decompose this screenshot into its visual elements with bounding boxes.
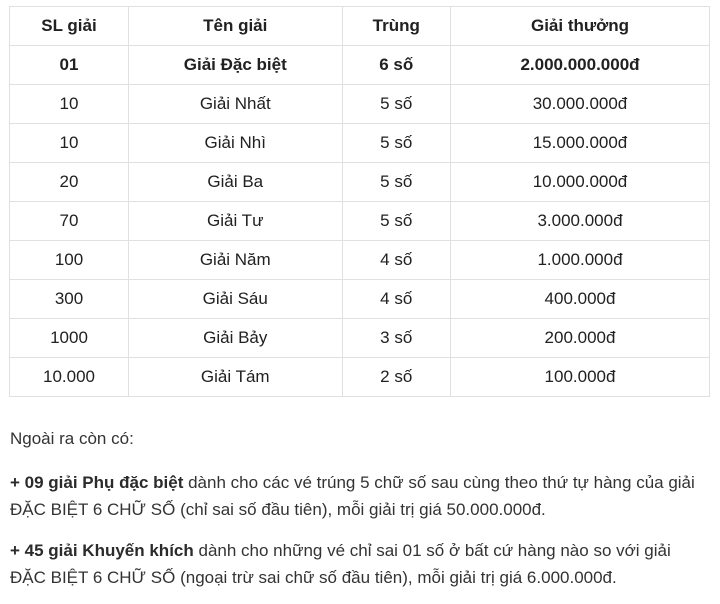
cell-trung: 4 số	[342, 280, 451, 319]
cell-sl-giai: 10.000	[10, 358, 129, 397]
header-row	[10, 7, 710, 46]
cell-ten-giai: Giải Tám	[129, 358, 343, 397]
cell-trung: 4 số	[342, 241, 451, 280]
cell-giai-thuong: 3.000.000đ	[451, 202, 710, 241]
notes-list	[10, 469, 710, 591]
cell-giai-thuong: 100.000đ	[451, 358, 710, 397]
cell-sl-giai: 100	[10, 241, 129, 280]
table-row	[10, 202, 710, 241]
cell-sl-giai: 1000	[10, 319, 129, 358]
table-row	[10, 319, 710, 358]
cell-ten-giai: Giải Tư	[129, 202, 343, 241]
cell-ten-giai: Giải Đặc biệt	[129, 46, 343, 85]
note-lead-bold: + 09 giải Phụ đặc biệt	[10, 473, 184, 492]
cell-sl-giai: 300	[10, 280, 129, 319]
cell-sl-giai: 20	[10, 163, 129, 202]
table-row	[10, 241, 710, 280]
note-body-text: dành cho các vé trúng 5 chữ số sau cùng theo thứ tự hàng của giải ĐẶC BIỆT 6 CHỮ SỐ (chỉ sai số đầu tiên), mỗi giải trị giá 50.000.000đ.	[10, 473, 695, 519]
header-sl-giai: SL giải	[10, 7, 129, 46]
cell-giai-thuong: 10.000.000đ	[451, 163, 710, 202]
note-lead-bold: + 45 giải Khuyến khích	[10, 541, 194, 560]
header-giai-thuong: Giải thưởng	[451, 7, 710, 46]
cell-trung: 5 số	[342, 85, 451, 124]
prize-table-header	[10, 7, 710, 46]
cell-sl-giai: 70	[10, 202, 129, 241]
cell-giai-thuong: 15.000.000đ	[451, 124, 710, 163]
cell-trung: 5 số	[342, 202, 451, 241]
header-ten-giai: Tên giải	[129, 7, 343, 46]
cell-sl-giai: 10	[10, 124, 129, 163]
table-row	[10, 163, 710, 202]
note-paragraph	[10, 537, 710, 591]
note-paragraph	[10, 469, 710, 523]
notes-section	[9, 427, 711, 591]
table-row	[10, 358, 710, 397]
prize-table	[9, 6, 710, 397]
cell-ten-giai: Giải Năm	[129, 241, 343, 280]
cell-trung: 2 số	[342, 358, 451, 397]
cell-trung: 6 số	[342, 46, 451, 85]
cell-sl-giai: 01	[10, 46, 129, 85]
cell-ten-giai: Giải Bảy	[129, 319, 343, 358]
cell-ten-giai: Giải Nhất	[129, 85, 343, 124]
cell-trung: 5 số	[342, 163, 451, 202]
cell-ten-giai: Giải Ba	[129, 163, 343, 202]
cell-giai-thuong: 400.000đ	[451, 280, 710, 319]
cell-giai-thuong: 1.000.000đ	[451, 241, 710, 280]
table-row	[10, 46, 710, 85]
cell-sl-giai: 10	[10, 85, 129, 124]
cell-giai-thuong: 2.000.000.000đ	[451, 46, 710, 85]
note-body-text: dành cho những vé chỉ sai 01 số ở bất cứ hàng nào so với giải ĐẶC BIỆT 6 CHỮ SỐ (ngoại trừ sai chữ số đầu tiên), mỗi giải trị giá 6.000.000đ.	[10, 541, 671, 587]
prize-table-body	[10, 46, 710, 397]
cell-trung: 3 số	[342, 319, 451, 358]
table-row	[10, 85, 710, 124]
notes-intro: Ngoài ra còn có:	[10, 429, 134, 448]
cell-trung: 5 số	[342, 124, 451, 163]
cell-giai-thuong: 200.000đ	[451, 319, 710, 358]
header-trung: Trùng	[342, 7, 451, 46]
cell-ten-giai: Giải Sáu	[129, 280, 343, 319]
table-row	[10, 280, 710, 319]
cell-giai-thuong: 30.000.000đ	[451, 85, 710, 124]
cell-ten-giai: Giải Nhì	[129, 124, 343, 163]
table-row	[10, 124, 710, 163]
